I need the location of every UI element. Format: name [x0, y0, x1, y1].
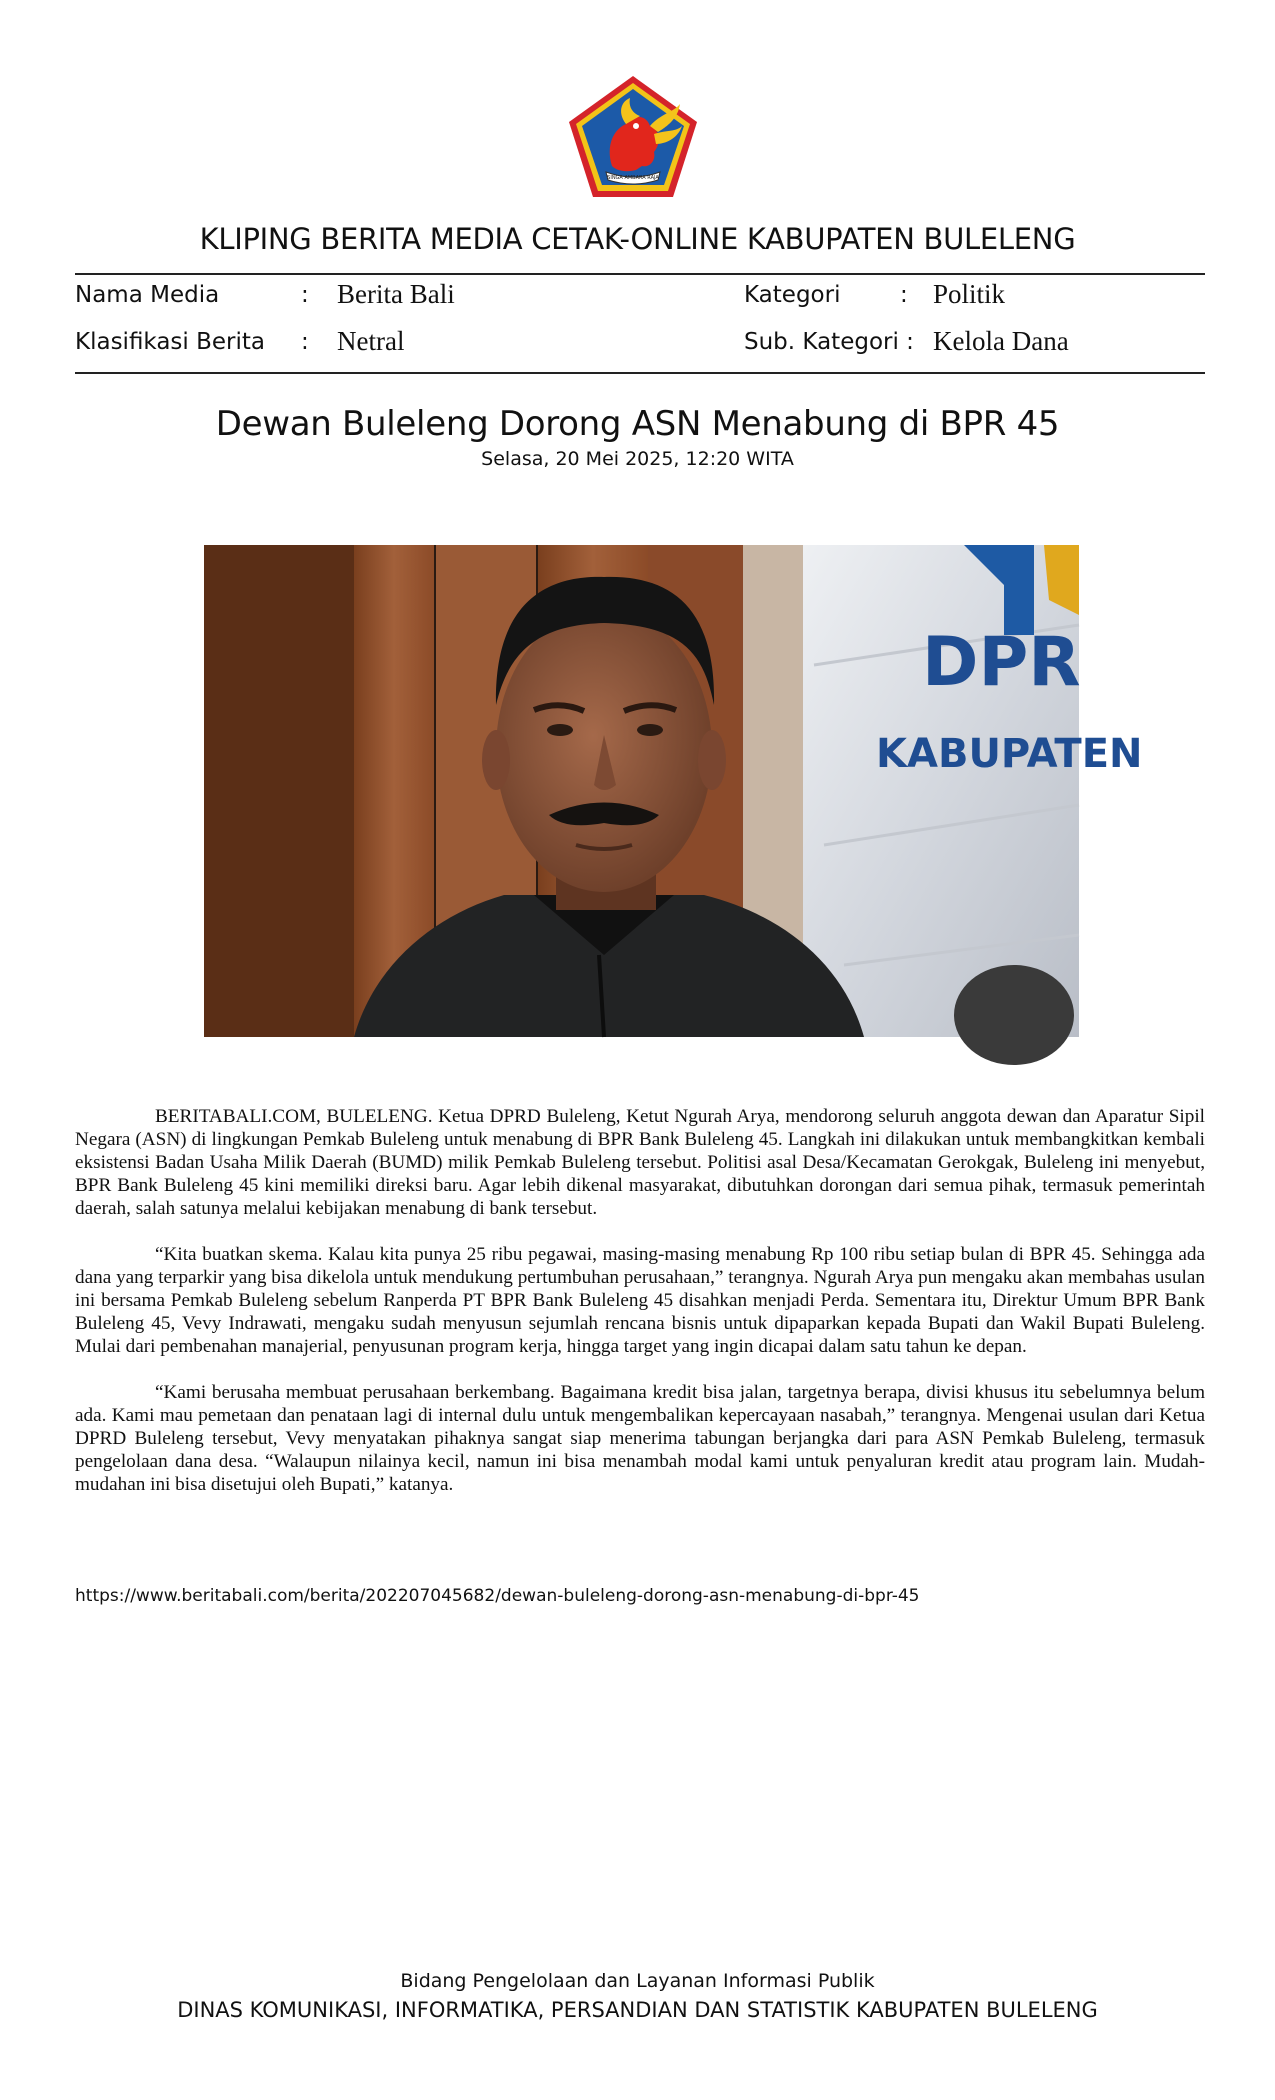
clipping-header-title: KLIPING BERITA MEDIA CETAK-ONLINE KABUPATEN BULELENG	[199, 222, 1076, 256]
category-separator: :	[900, 282, 908, 308]
footer-agency: DINAS KOMUNIKASI, INFORMATIKA, PERSANDIAN DAN STATISTIK KABUPATEN BULELENG	[177, 1998, 1098, 2022]
sub-category-label: Sub. Kategori :	[744, 329, 914, 355]
media-name-separator: :	[301, 282, 309, 308]
category-value: Politik	[933, 279, 1006, 309]
article-title: Dewan Buleleng Dorong ASN Menabung di BPR 45	[215, 404, 1060, 444]
media-name-label: Nama Media	[75, 282, 220, 308]
svg-text:DPR: DPR	[922, 623, 1081, 702]
header-bottom-divider	[75, 372, 1205, 374]
svg-text:SINGA AMBARA RAJA: SINGA AMBARA RAJA	[607, 175, 659, 181]
category-label: Kategori	[744, 282, 841, 308]
article-photo	[204, 545, 1143, 1037]
classification-value: Netral	[337, 326, 405, 356]
footer-division: Bidang Pengelolaan dan Layanan Informasi Publik	[400, 1970, 875, 1992]
sub-category-value: Kelola Dana	[933, 326, 1069, 356]
regency-logo	[566, 74, 700, 200]
portrait-photo-illustration	[204, 545, 1143, 1037]
svg-text:KABUPATEN: KABUPATEN	[876, 731, 1143, 777]
source-url: https://www.beritabali.com/berita/202207045682/dewan-buleleng-dorong-asn-menabung-di-bpr-45	[75, 1586, 920, 1606]
article-paragraph: “Kami berusaha membuat perusahaan berkembang. Bagaimana kredit bisa jalan, targetnya berapa, divisi khusus itu sebelumnya belum ada. Kami mau pemetaan dan penataan lagi di internal dulu untuk mengembalikan kepercayaan nasabah,” terangnya. Mengenai usulan dari Ketua DPRD Buleleng tersebut, Vevy menyatakan pihaknya sangat siap menerima tabungan berjangka dari para ASN Pemkab Buleleng, termasuk pengelolaan dana desa. “Walaupun nilainya kecil, namun ini bisa menambah modal kami untuk penyaluran kredit atau program lain. Mudah-mudahan ini bisa disetujui oleh Bupati,” katanya.	[75, 1382, 1205, 1495]
lion-emblem-icon	[566, 74, 700, 200]
classification-label: Klasifikasi Berita	[75, 329, 266, 355]
article-paragraph: “Kita buatkan skema. Kalau kita punya 25 ribu pegawai, masing-masing menabung Rp 100 ribu setiap bulan di BPR 45. Sehingga ada dana yang terparkir yang bisa dikelola untuk mendukung pertumbuhan perusahaan,” terangnya. Ngurah Arya pun mengaku akan membahas usulan ini bersama Pemkab Buleleng sebelum Ranperda PT BPR Bank Buleleng 45 disahkan menjadi Perda. Sementara itu, Direktur Umum BPR Bank Buleleng 45, Vevy Indrawati, mengaku sudah menyusun sejumlah rencana bisnis untuk dipaparkan kepada Bupati dan Wakil Bupati Buleleng. Mulai dari pembenahan manajerial, penyusunan program kerja, hingga target yang ingin dicapai dalam satu tahun ke depan.	[75, 1244, 1205, 1357]
classification-separator: :	[301, 329, 309, 355]
header-top-divider	[75, 273, 1205, 275]
article-body	[75, 1105, 1205, 1519]
media-name-value: Berita Bali	[337, 279, 455, 309]
article-date: Selasa, 20 Mei 2025, 12:20 WITA	[481, 448, 794, 470]
article-paragraph: BERITABALI.COM, BULELENG. Ketua DPRD Buleleng, Ketut Ngurah Arya, mendorong seluruh anggota dewan dan Aparatur Sipil Negara (ASN) di lingkungan Pemkab Buleleng untuk menabung di BPR Bank Buleleng 45. Langkah ini dilakukan untuk membangkitkan kembali eksistensi Badan Usaha Milik Daerah (BUMD) milik Pemkab Buleleng tersebut. Politisi asal Desa/Kecamatan Gerokgak, Buleleng ini menyebut, BPR Bank Buleleng 45 kini memiliki direksi baru. Agar lebih dikenal masyarakat, dibutuhkan dorongan dari semua pihak, termasuk pemerintah daerah, salah satunya melalui kebijakan menabung di bank tersebut.	[75, 1106, 1205, 1219]
